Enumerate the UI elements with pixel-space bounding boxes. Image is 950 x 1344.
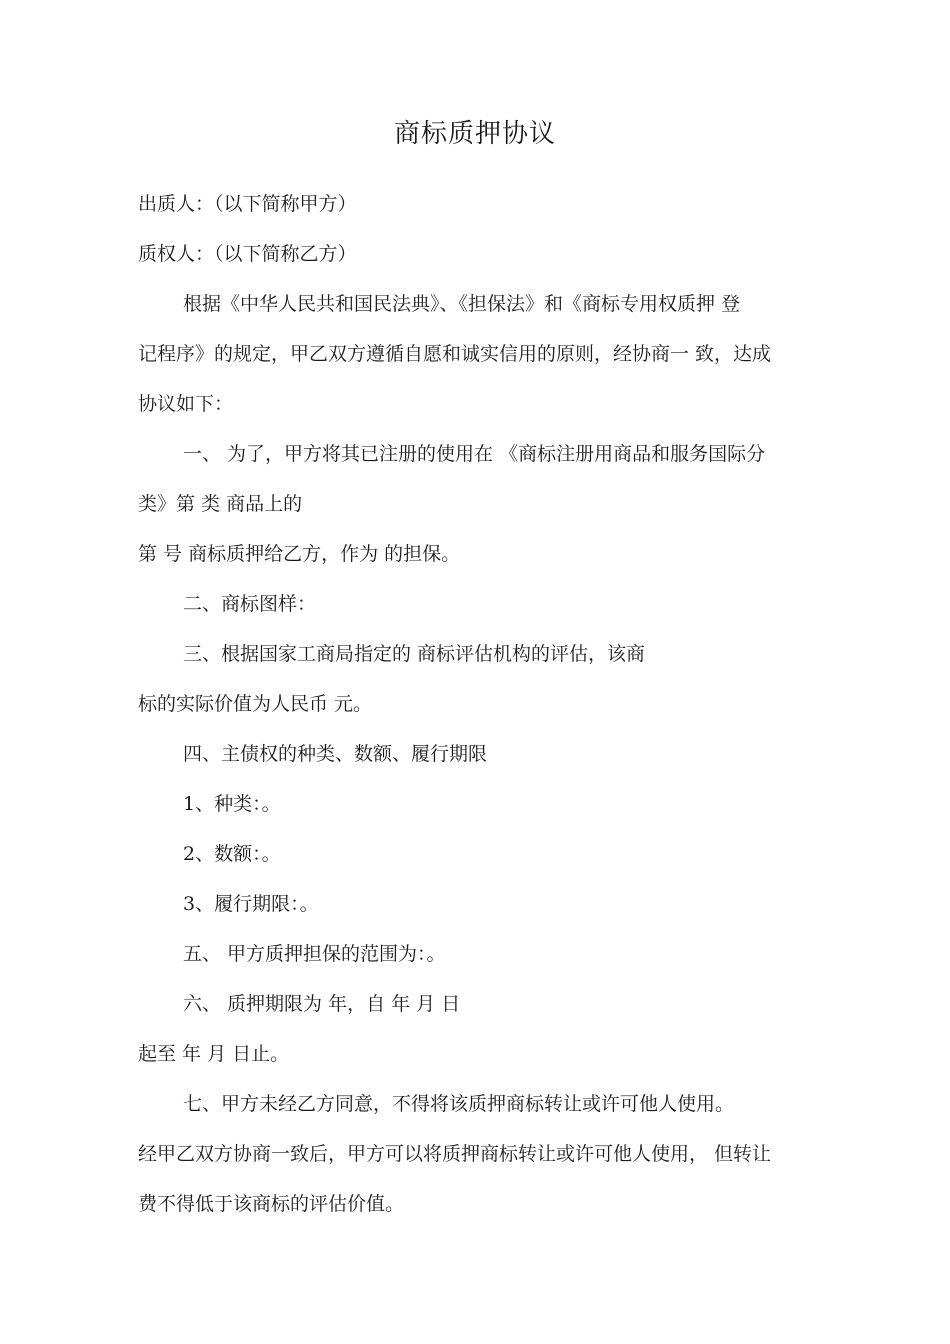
clause-6-line-1: 六、 质押期限为 年，自 年 月 日 <box>183 993 461 1015</box>
document-title: 商标质押协议 <box>393 119 556 149</box>
clause-7-line-3: 费不得低于该商标的评估价值。 <box>138 1193 405 1215</box>
clause-4-heading: 四、主债权的种类、数额、履行期限 <box>183 743 488 765</box>
preamble-line-3: 协议如下： <box>138 393 234 415</box>
clause-1-line-3: 第 号 商标质押给乙方，作为 的担保。 <box>138 543 461 565</box>
clause-7-line-2: 经甲乙双方协商一致后，甲方可以将质押商标转让或许可他人使用， 但转让 <box>138 1143 772 1165</box>
clause-4-item-3: 3、履行期限：。 <box>183 893 319 915</box>
clause-3-line-1: 三、根据国家工商局指定的 商标评估机构的评估，该商 <box>183 643 646 665</box>
clause-3-line-2: 标的实际价值为人民币 元。 <box>138 693 373 715</box>
preamble-line-1: 根据《中华人民共和国民法典》、《担保法》和《商标专用权质押 登 <box>183 293 741 315</box>
clause-1-line-2: 类》第 类 商品上的 <box>138 493 303 515</box>
pledgor-line: 出质人：（以下简称甲方） <box>138 193 357 215</box>
clause-1-line-1: 一、 为了，甲方将其已注册的使用在 《商标注册用商品和服务国际分 <box>183 443 766 465</box>
clause-4-item-2: 2、数额：。 <box>183 843 281 865</box>
pledgee-line: 质权人：（以下简称乙方） <box>138 243 357 265</box>
clause-2-line: 二、商标图样： <box>183 593 317 615</box>
clause-7-line-1: 七、甲方未经乙方同意，不得将该质押商标转让或许可他人使用。 <box>183 1093 735 1115</box>
preamble-line-2: 记程序》的规定，甲乙双方遵循自愿和诚实信用的原则，经协商一 致，达成 <box>138 343 772 365</box>
clause-6-line-2: 起至 年 月 日止。 <box>138 1043 290 1065</box>
clause-5-line: 五、 甲方质押担保的范围为：。 <box>183 943 446 965</box>
clause-4-item-1: 1、种类：。 <box>183 793 281 815</box>
